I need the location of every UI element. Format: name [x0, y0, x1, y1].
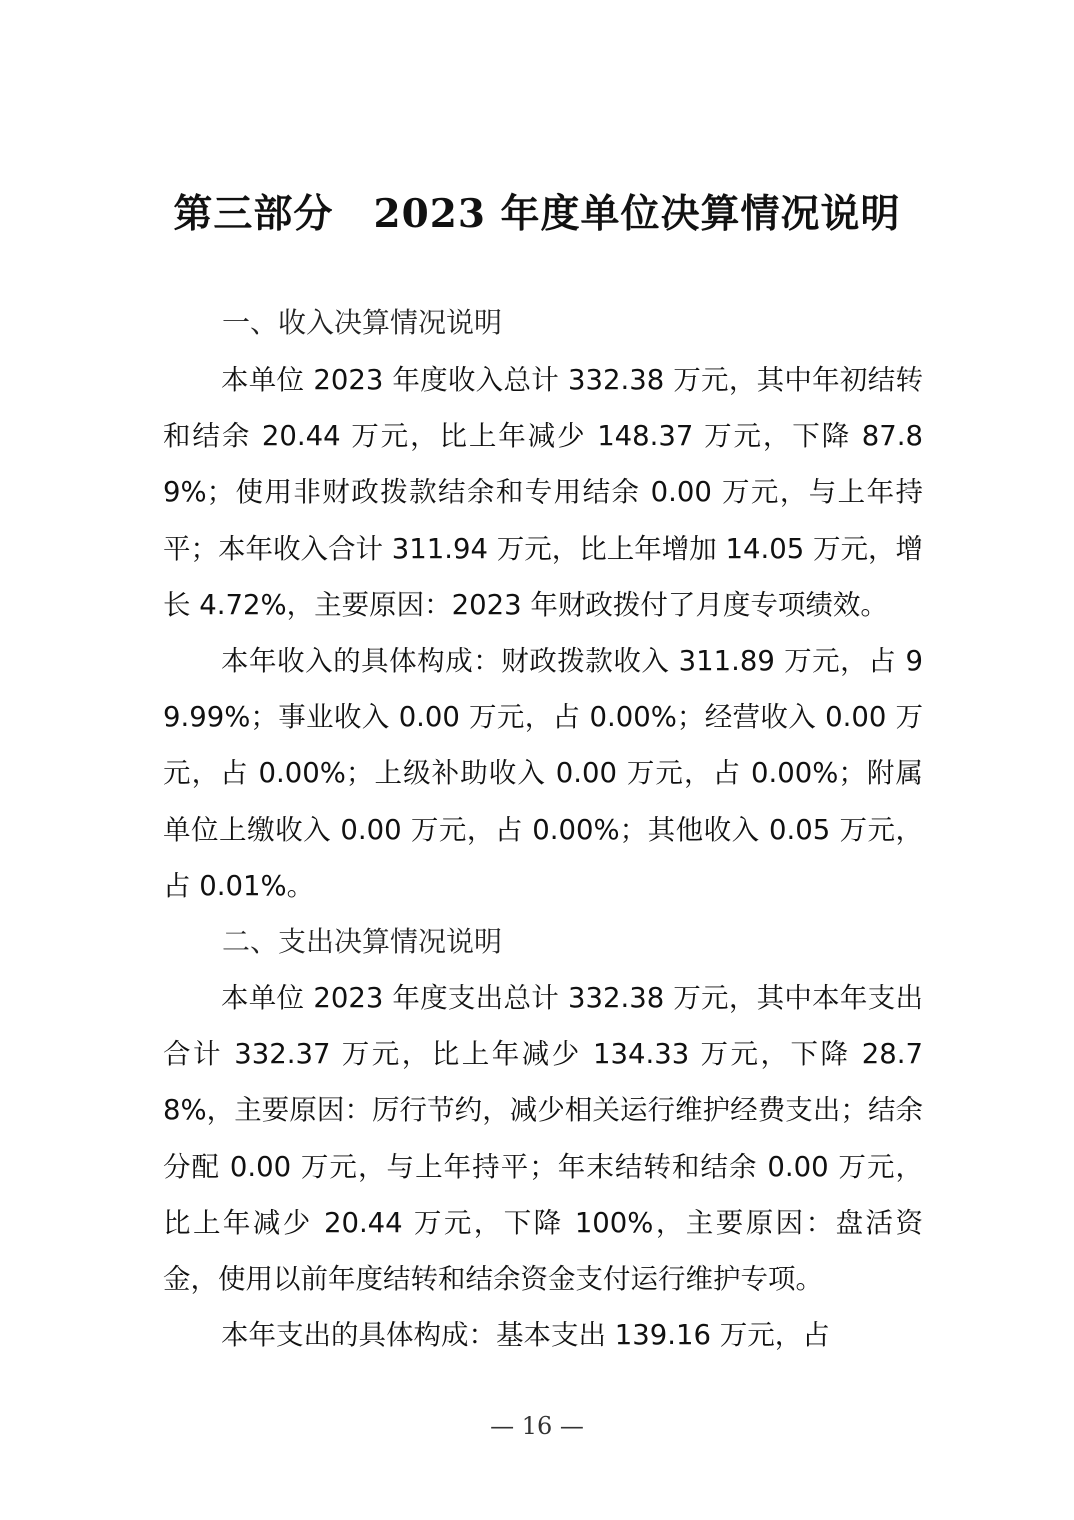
title-text: 2023 年度单位决算情况说明 [373, 191, 901, 237]
page-title [0, 186, 1074, 242]
section-heading-income: 一、收入决算情况说明 [222, 306, 503, 339]
title-part: 第三部分 [173, 191, 334, 237]
paragraph-expenditure-composition: 本年支出的具体构成：基本支出 139.16 万元，占 [221, 1319, 830, 1351]
page-number: — 16 — [490, 1412, 584, 1440]
paragraph-income-composition: 本年收入的具体构成：财政拨款收入 311.89 万元，占 99.99%；事业收入 0.00 万元，占 0.00%；经营收入 0.00 万元，占 0.00%；上级补助收入 0.00 万元，占 0.00%；附属单位上缴收入 0.00 万元，占 0.00%；其他收入 0.05 万元，占 0.01%。 [163, 645, 923, 902]
section-heading-expenditure: 二、支出决算情况说明 [222, 925, 503, 958]
paragraph-expenditure-summary: 本单位 2023 年度支出总计 332.38 万元，其中本年支出合计 332.37 万元，比上年减少 134.33 万元，下降 28.78%，主要原因：厉行节约，减少相关运行维护经费支出；结余分配 0.00 万元，与上年持平；年末结转和结余 0.00 万元，比上年减少 20.44 万元，下降 100%，主要原因：盘活资金，使用以前年度结转和结余资金支付运行维护专项。 [163, 982, 923, 1296]
paragraph-income-summary: 本单位 2023 年度收入总计 332.38 万元，其中年初结转和结余 20.44 万元，比上年减少 148.37 万元，下降 87.89%；使用非财政拨款结余和专用结余 0.00 万元，与上年持平；本年收入合计 311.94 万元，比上年增加 14.05 万元，增长 4.72%，主要原因：2023 年财政拨付了月度专项绩效。 [163, 364, 923, 621]
